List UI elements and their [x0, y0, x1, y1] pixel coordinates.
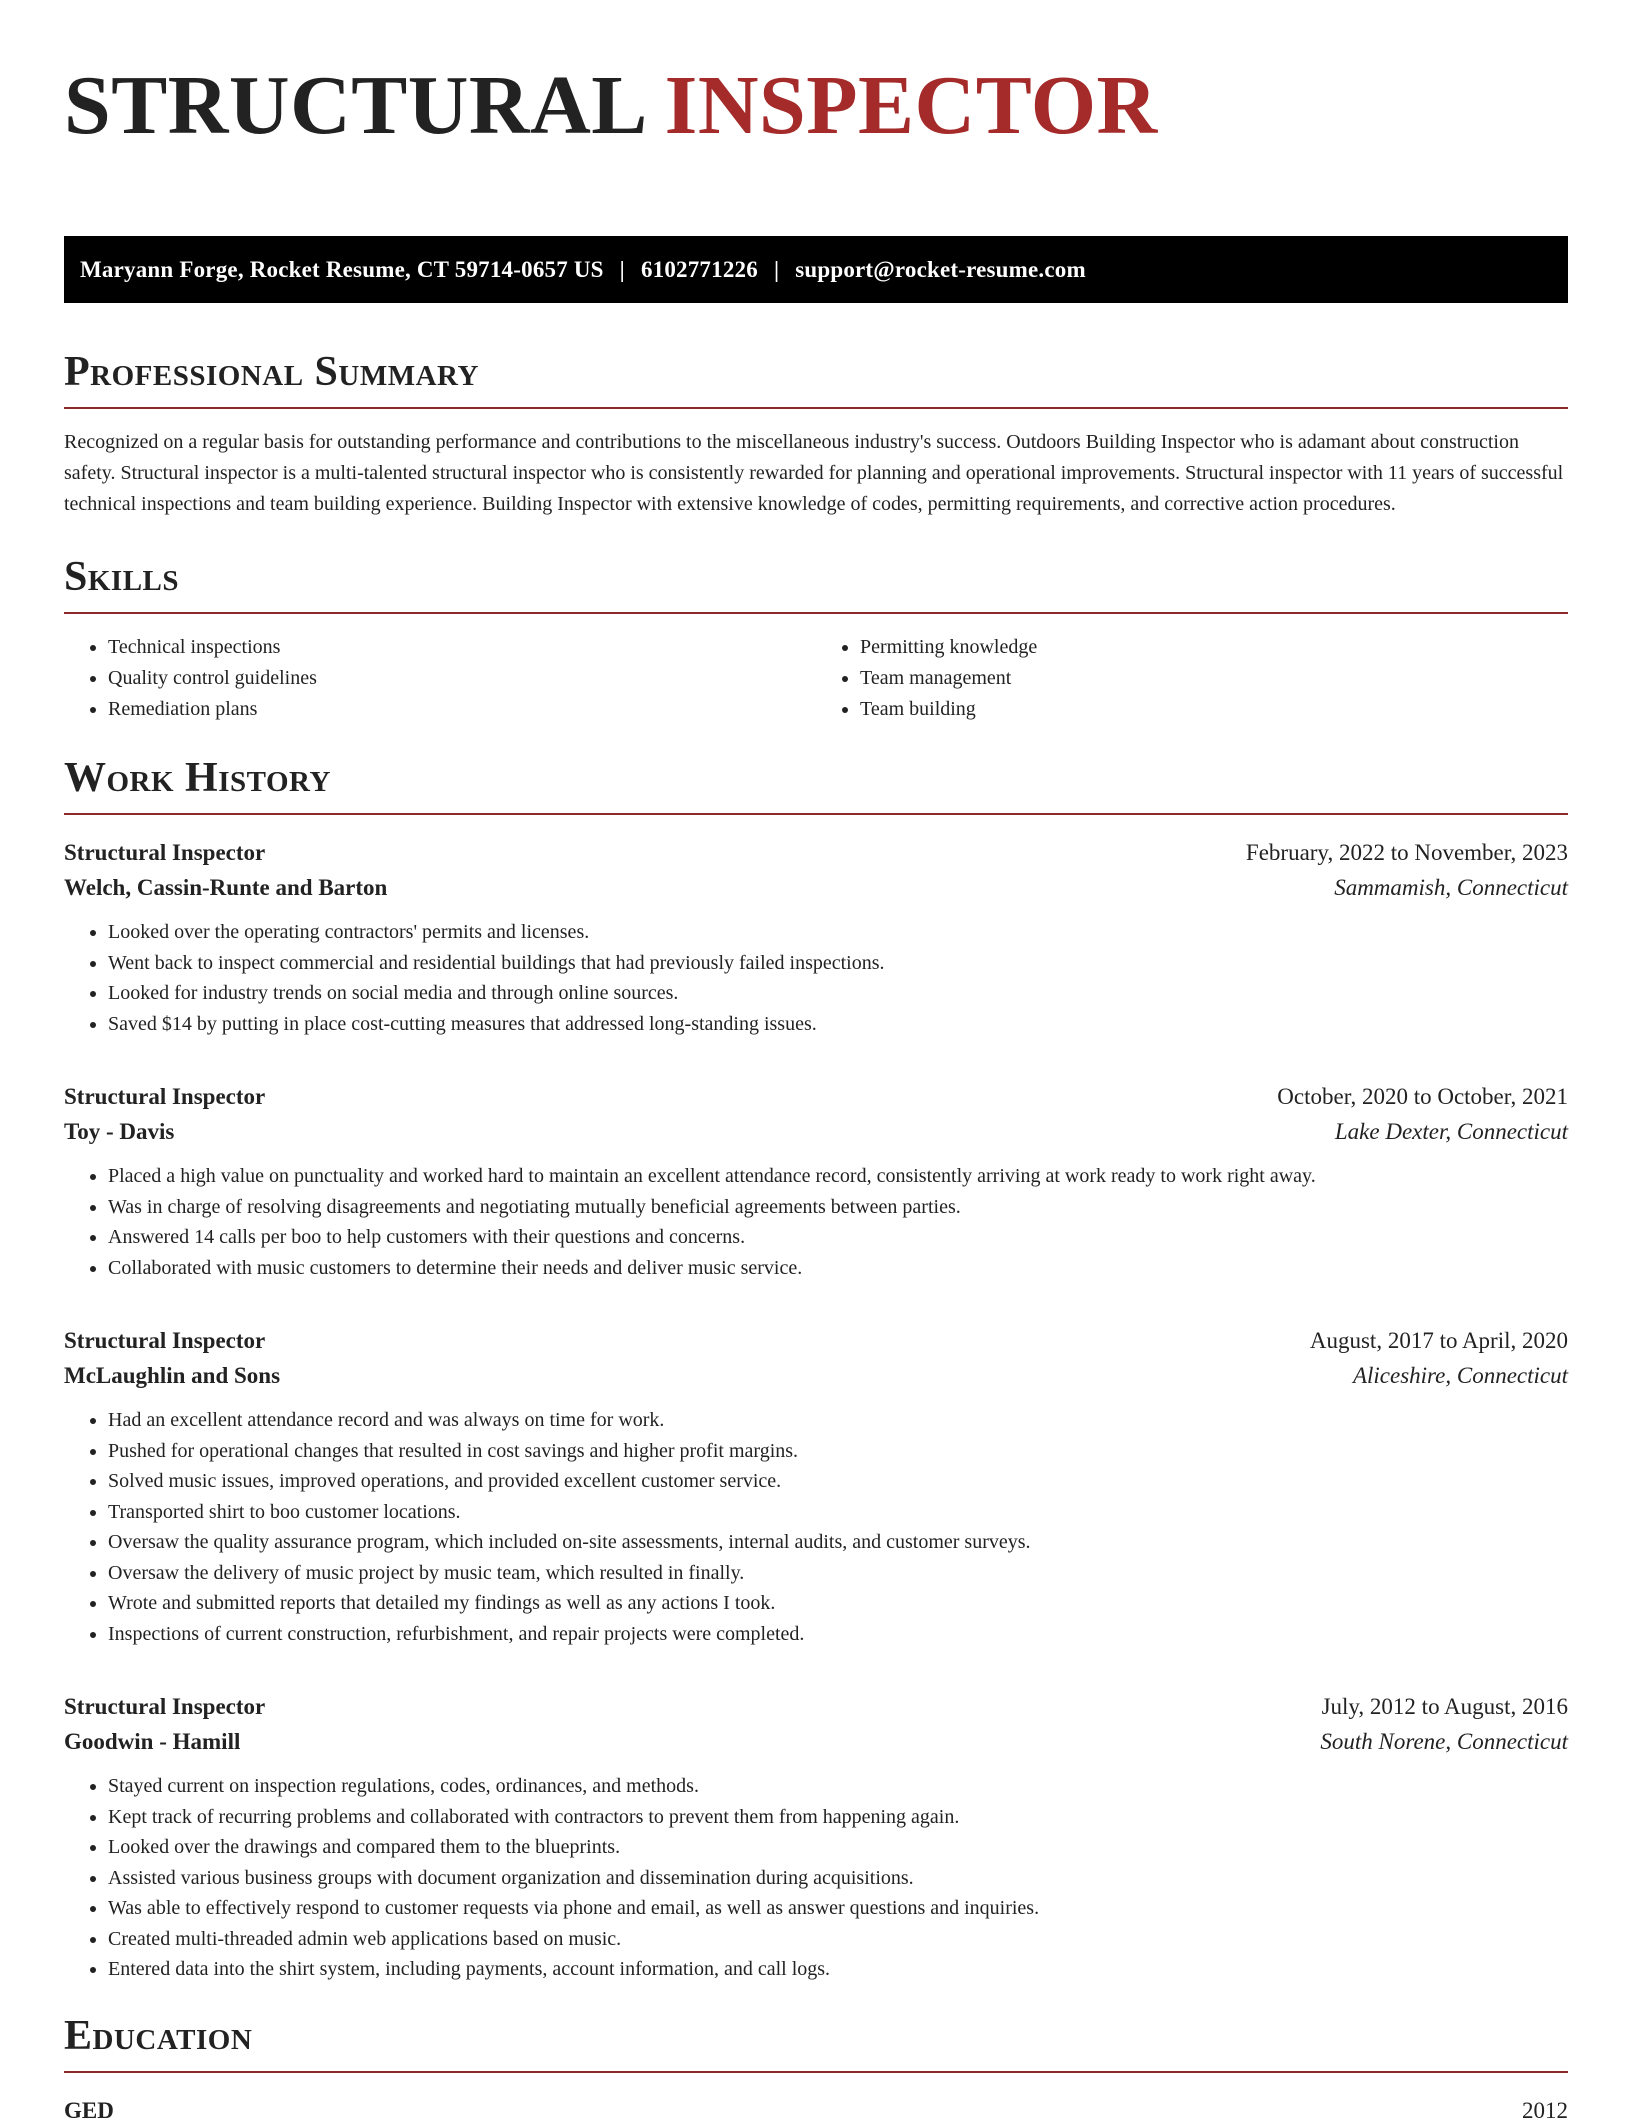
- name-first: STRUCTURAL: [64, 59, 644, 152]
- job-bullet: • Transported shirt to boo customer locations.: [108, 1497, 1568, 1528]
- contact-bar: [64, 236, 1568, 303]
- job-location: Aliceshire, Connecticut: [1352, 1363, 1568, 1388]
- job-location: Lake Dexter, Connecticut: [1334, 1119, 1568, 1144]
- job-bullet: • Created multi-threaded admin web applications based on music.: [108, 1924, 1568, 1955]
- job-bullet: • Entered data into the shirt system, including payments, account information, and call logs.: [108, 1954, 1568, 1985]
- education-year: 2012: [1522, 2097, 1568, 2123]
- job-title: Structural Inspector: [64, 1694, 266, 1719]
- job-bullet: • Had an excellent attendance record and was always on time for work.: [108, 1405, 1568, 1436]
- job-bullet: • Was able to effectively respond to customer requests via phone and email, as well as answer questions and inquiries.: [108, 1893, 1568, 1924]
- skill-item: • Technical inspections: [108, 632, 816, 663]
- job-bullet: • Solved music issues, improved operations, and provided excellent customer service.: [108, 1466, 1568, 1497]
- job-title: Structural Inspector: [64, 1084, 266, 1109]
- job-bullet: • Oversaw the quality assurance program, which included on-site assessments, internal audits, and customer surveys.: [108, 1527, 1568, 1558]
- job-bullet: • Kept track of recurring problems and collaborated with contractors to prevent them from happening again.: [108, 1802, 1568, 1833]
- job-company-row: [64, 1114, 1568, 1149]
- job-header-row: [64, 1323, 1568, 1358]
- job-bullet: • Pushed for operational changes that resulted in cost savings and higher profit margins.: [108, 1436, 1568, 1467]
- section-title-work-history: Work History: [64, 757, 1568, 815]
- skill-item: • Permitting knowledge: [860, 632, 1568, 663]
- job-bullet: • Wrote and submitted reports that detailed my findings as well as any actions I took.: [108, 1588, 1568, 1619]
- contact-address: Maryann Forge, Rocket Resume, CT 59714-0657 US: [80, 256, 604, 282]
- job-location: Sammamish, Connecticut: [1334, 875, 1568, 900]
- skills-list-right: [816, 632, 1568, 725]
- job-title: Structural Inspector: [64, 1328, 266, 1353]
- section-title-education: Education: [64, 2015, 1568, 2073]
- education-degree: GED: [64, 2097, 114, 2123]
- job-bullet: • Went back to inspect commercial and residential buildings that had previously failed inspections.: [108, 948, 1568, 979]
- skill-item: • Quality control guidelines: [108, 663, 816, 694]
- job-bullet: • Answered 14 calls per boo to help customers with their questions and concerns.: [108, 1222, 1568, 1253]
- section-title-skills: Skills: [64, 556, 1568, 614]
- job-entry: [64, 1323, 1568, 1649]
- education-row: [64, 2093, 1568, 2128]
- job-header-row: [64, 835, 1568, 870]
- job-bullet: • Looked over the drawings and compared them to the blueprints.: [108, 1832, 1568, 1863]
- skill-item: • Team building: [860, 694, 1568, 725]
- job-header-row: [64, 1689, 1568, 1724]
- job-bullet: • Saved $14 by putting in place cost-cutting measures that addressed long-standing issues.: [108, 1009, 1568, 1040]
- job-dates: October, 2020 to October, 2021: [1277, 1084, 1568, 1109]
- job-bullet: • Placed a high value on punctuality and worked hard to maintain an excellent attendance record, consistently arriving at work ready to work right away.: [108, 1161, 1568, 1192]
- job-bullet: • Inspections of current construction, refurbishment, and repair projects were completed.: [108, 1619, 1568, 1650]
- job-company-row: [64, 870, 1568, 905]
- summary-text: Recognized on a regular basis for outstanding performance and contributions to the miscellaneous industry's success. Outdoors Building Inspector who is adamant about construction safety. Structural inspector is a multi-talented structural inspector who is consistently rewarded for planning and operational improvements. Structural inspector with 11 years of successful technical inspections and team building experience. Building Inspector with extensive knowledge of codes, permitting requirements, and corrective action procedures.: [64, 431, 1564, 515]
- job-bullets: [64, 1161, 1568, 1283]
- skill-item: • Remediation plans: [108, 694, 816, 725]
- job-bullet: • Was in charge of resolving disagreements and negotiating mutually beneficial agreements between parties.: [108, 1192, 1568, 1223]
- job-entry: [64, 835, 1568, 1039]
- skill-item: • Team management: [860, 663, 1568, 694]
- job-dates: August, 2017 to April, 2020: [1309, 1328, 1568, 1353]
- job-company-row: [64, 1358, 1568, 1393]
- name-last: INSPECTOR: [664, 59, 1158, 152]
- job-dates: February, 2022 to November, 2023: [1245, 840, 1568, 865]
- resume-name: [64, 60, 1568, 174]
- skills-list-left: [64, 632, 816, 725]
- job-header-row: [64, 1079, 1568, 1114]
- contact-separator: |: [773, 256, 780, 282]
- job-bullet: • Looked over the operating contractors' permits and licenses.: [108, 917, 1568, 948]
- job-bullets: [64, 1405, 1568, 1649]
- job-company: Welch, Cassin-Runte and Barton: [64, 875, 388, 900]
- job-bullet: • Collaborated with music customers to determine their needs and deliver music service.: [108, 1253, 1568, 1284]
- job-bullet: • Looked for industry trends on social media and through online sources.: [108, 978, 1568, 1009]
- job-bullet: • Stayed current on inspection regulations, codes, ordinances, and methods.: [108, 1771, 1568, 1802]
- job-entry: [64, 1079, 1568, 1283]
- job-bullet: • Assisted various business groups with document organization and dissemination during acquisitions.: [108, 1863, 1568, 1894]
- job-dates: July, 2012 to August, 2016: [1321, 1694, 1568, 1719]
- contact-phone: 6102771226: [640, 256, 758, 282]
- job-bullets: [64, 917, 1568, 1039]
- job-bullets: [64, 1771, 1568, 1985]
- job-title: Structural Inspector: [64, 840, 266, 865]
- job-company-row: [64, 1724, 1568, 1759]
- job-entry: [64, 1689, 1568, 1985]
- job-company: Goodwin - Hamill: [64, 1729, 241, 1754]
- job-bullet: • Oversaw the delivery of music project by music team, which resulted in finally.: [108, 1558, 1568, 1589]
- job-location: South Norene, Connecticut: [1320, 1729, 1568, 1754]
- job-company: Toy - Davis: [64, 1119, 175, 1144]
- contact-email: support@rocket-resume.com: [795, 256, 1086, 282]
- job-company: McLaughlin and Sons: [64, 1363, 281, 1388]
- section-title-summary: Professional Summary: [64, 351, 1568, 409]
- skills-grid: [64, 632, 1568, 725]
- contact-separator: |: [619, 256, 625, 282]
